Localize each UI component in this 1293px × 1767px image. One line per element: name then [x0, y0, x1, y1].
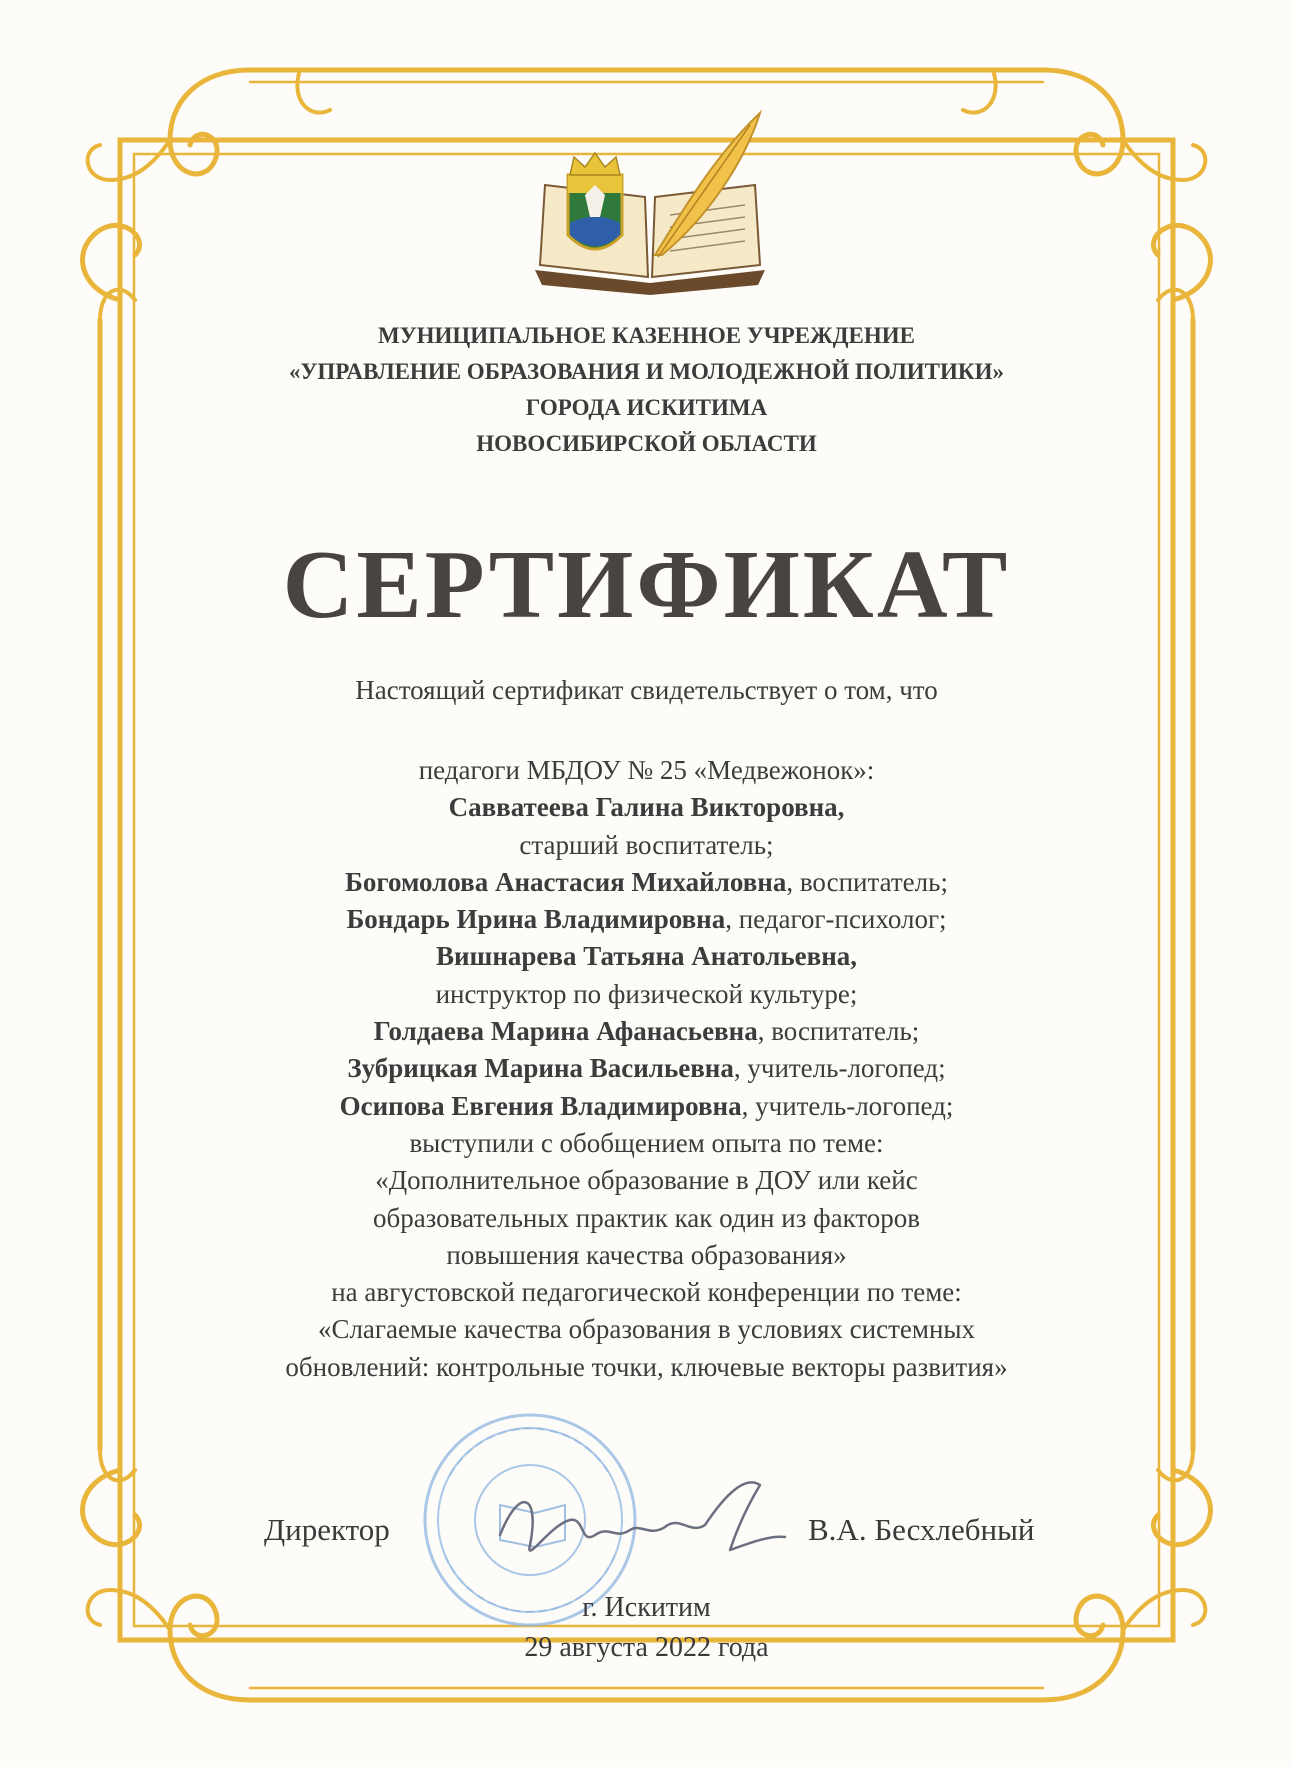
certificate-body — [160, 752, 1133, 1386]
recipient-6: Зубрицкая Марина Васильевна, учитель-логопед; — [347, 1053, 946, 1084]
director-name: В.А. Бесхлебный — [808, 1512, 1035, 1547]
conference-topic-line-1: «Слагаемые качества образования в условиях системных — [317, 1314, 976, 1345]
organization-header — [160, 318, 1133, 462]
recipient-4-role: инструктор по физической культуре; — [435, 978, 858, 1009]
recipient-1-role: старший воспитатель; — [519, 829, 774, 860]
certificate-intro: Настоящий сертификат свидетельствует о том, что — [355, 675, 938, 705]
certificate-title: СЕРТИФИКАТ — [282, 531, 1011, 639]
recipient-2: Богомолова Анастасия Михайловна, воспитатель; — [345, 866, 948, 897]
recipient-3: Бондарь Ирина Владимировна, педагог-психолог; — [346, 904, 947, 935]
conference-topic-line-2: обновлений: контрольные точки, ключевые векторы развития» — [285, 1351, 1008, 1382]
place-and-date — [0, 1588, 1293, 1668]
handwritten-signature — [490, 1465, 790, 1575]
org-line-3: ГОРОДА ИСКИТИМА — [525, 395, 768, 420]
recipient-5: Голдаева Марина Афанасьевна, воспитатель; — [373, 1016, 920, 1047]
org-line-4: НОВОСИБИРСКОЙ ОБЛАСТИ — [476, 431, 817, 456]
topic-line-3: повышения качества образования» — [446, 1239, 847, 1270]
recipient-1-name: Савватеева Галина Викторовна, — [448, 792, 845, 823]
statement-line: выступили с обобщением опыта по теме: — [409, 1127, 884, 1158]
topic-line-2: образовательных практик как один из факторов — [372, 1202, 921, 1233]
recipient-4-name: Вишнарева Татьяна Анатольевна, — [435, 941, 858, 972]
recipients-intro: педагоги МБДОУ № 25 «Медвежонок»: — [418, 755, 875, 785]
conference-line: на августовской педагогической конференции по теме: — [331, 1277, 962, 1308]
topic-line-1: «Дополнительное образование в ДОУ или кейс — [375, 1165, 918, 1196]
emblem-book-quill-icon — [530, 105, 770, 295]
director-label: Директор — [264, 1512, 390, 1547]
org-line-2: «УПРАВЛЕНИЕ ОБРАЗОВАНИЯ И МОЛОДЕЖНОЙ ПОЛИТИКИ» — [289, 359, 1004, 384]
place: г. Искитим — [582, 1592, 711, 1623]
org-line-1: МУНИЦИПАЛЬНОЕ КАЗЕННОЕ УЧРЕЖДЕНИЕ — [378, 323, 915, 348]
date: 29 августа 2022 года — [524, 1632, 769, 1663]
recipient-7: Осипова Евгения Владимировна, учитель-логопед; — [339, 1090, 954, 1121]
